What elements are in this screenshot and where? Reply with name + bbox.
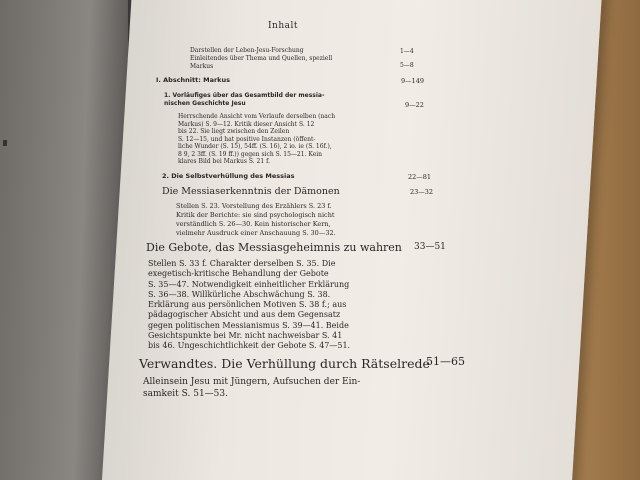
- sub1-body-line: vielmehr Ausdruck einer Anschauung S. 30—32.: [176, 229, 336, 237]
- sub2-pages: 33—51: [414, 242, 446, 252]
- sub2-body-line: bis 46. Ungeschichtlichkeit der Gebote S. 47—51.: [148, 341, 351, 351]
- sub1-body-line: verständlich S. 26—30. Kein historischer Kern,: [176, 220, 331, 228]
- sub3-body: [143, 376, 360, 400]
- chapter2-pages: 22—81: [408, 173, 432, 181]
- chapter1-body-line: Markus) S. 9—12. Kritik dieser Ansicht S. 12: [178, 120, 315, 128]
- sub3-body-line: samkeit S. 51—53.: [143, 389, 228, 399]
- chapter1-body-line: Herrschende Ansicht vom Verlaufe derselben (nach: [178, 113, 336, 120]
- sub2-title: Die Gebote, das Messiasgeheimnis zu wahren: [146, 241, 402, 254]
- section-pages: 9—149: [401, 77, 425, 85]
- chapter1-title-2: nischen Geschichte Jesu: [164, 100, 246, 107]
- sub1-body: [176, 202, 336, 238]
- sub2-body: [148, 259, 350, 352]
- chapter1-body-line: klares Bild bei Markus S. 21 f.: [178, 158, 270, 165]
- sub2-body-line: S. 36—38. Willkürliche Abschwächung S. 38.: [148, 289, 331, 299]
- sub1-title: Die Messiaserkenntnis der Dämonen: [162, 186, 340, 197]
- sub1-body-line: Stellen S. 23. Vorstellung des Erzählers S. 23 f.: [176, 202, 332, 210]
- page-title: Inhalt: [268, 21, 299, 31]
- sub2-body-line: Gesichtspunkte bei Mr. nicht nachweisbar S. 41: [148, 331, 343, 341]
- section-heading: I. Abschnitt: Markus: [156, 76, 230, 84]
- sub2-body-line: Erklärung aus persönlichen Motiven S. 38 f.; aus: [148, 300, 347, 310]
- chapter1-body: [178, 113, 335, 166]
- intro-line-2: Einleitendes über Thema und Quellen, speziell: [190, 55, 333, 62]
- chapter1-body-line: bis 22. Sie liegt zwischen den Zeilen: [178, 128, 290, 135]
- sub2-body-line: pädagogischer Absicht und aus dem Gegensatz: [148, 310, 341, 320]
- intro-line-3: Markus: [190, 63, 214, 70]
- sub1-pages: 23—32: [410, 188, 434, 196]
- sub2-body-line: gegen politischen Messianismus S. 39—41. Beide: [148, 320, 349, 330]
- chapter2-title: 2. Die Selbstverhüllung des Messias: [162, 172, 295, 180]
- sub2-body-line: exegetisch-kritische Behandlung der Gebote: [148, 269, 329, 279]
- intro-pages-2: 5—8: [400, 62, 414, 69]
- chapter1-pages: 9—22: [405, 101, 424, 109]
- intro-line-1: Darstellen der Leben-Jesu-Forschung: [190, 47, 304, 54]
- sub3-body-line: Alleinsein Jesu mit Jüngern, Aufsuchen der Ein-: [143, 377, 361, 387]
- chapter1-title-1: 1. Vorläufiges über das Gesamtbild der messia-: [164, 92, 325, 99]
- sub1-body-line: Kritik der Berichte: sie sind psychologisch nicht: [176, 211, 335, 219]
- sub2-body-line: S. 35—47. Notwendigkeit einheitlicher Erklärung: [148, 279, 350, 289]
- chapter1-body-line: liche Wunder (S. 15), 54ff. (S. 16), 2 io. ie (S. 16f.),: [178, 143, 332, 150]
- sub3-title: Verwandtes. Die Verhüllung durch Rätselrede: [139, 356, 430, 371]
- chapter1-body-line: S. 12—15, und hat positive Instanzen (öffent-: [178, 135, 316, 143]
- chapter1-body-line: 8 9, 2 3ff. (S. 19 ff.)) gegen sich S. 15—21. Kein: [178, 150, 323, 158]
- intro-pages-1: 1—4: [400, 48, 414, 55]
- sub2-body-line: Stellen S. 33 f. Charakter derselben S. 35. Die: [148, 259, 336, 268]
- sub3-pages: 51—65: [426, 355, 465, 368]
